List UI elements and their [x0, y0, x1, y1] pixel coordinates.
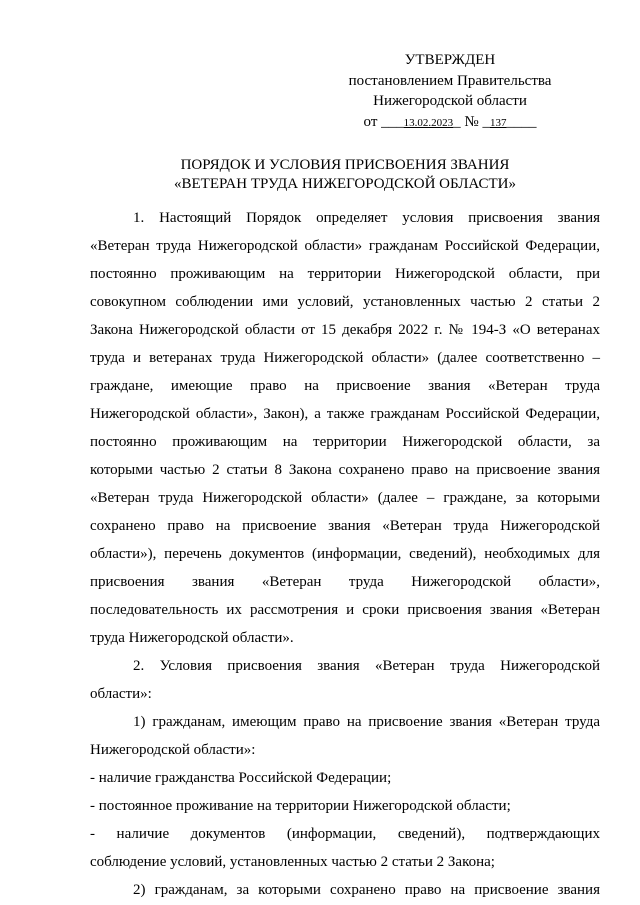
approval-stamp: [330, 50, 570, 133]
date-suffix: _: [453, 113, 461, 130]
text-line: совокупном соблюдении ими условий, установленных частью 2 статьи 2: [90, 294, 600, 310]
document-title: [90, 156, 600, 194]
text-line: области»:: [90, 686, 152, 702]
title-line-2: «ВЕТЕРАН ТРУДА НИЖЕГОРОДСКОЙ ОБЛАСТИ»: [173, 176, 516, 192]
text-line: 2. Условия присвоения звания «Ветеран труда Нижегородской: [133, 658, 600, 674]
text-line: - наличие документов (информации, сведений), подтверждающих: [90, 826, 600, 842]
text-line: труда Нижегородской области».: [90, 630, 294, 646]
text-line: «Ветеран труда Нижегородской области» гражданам Российской Федерации,: [90, 238, 600, 254]
text-line: Нижегородской области»:: [90, 742, 256, 758]
title-line-1: ПОРЯДОК И УСЛОВИЯ ПРИСВОЕНИЯ ЗВАНИЯ: [180, 157, 510, 173]
date-prefix: ___: [381, 113, 404, 130]
text-line: постоянно проживающим на территории Нижегородской области, при: [90, 266, 600, 282]
approval-date: 13.02.2023: [403, 116, 454, 129]
text-line: «Ветеран труда Нижегородской области» (далее – граждане, за которыми: [90, 490, 600, 506]
text-line: 2) гражданам, за которыми сохранено право на присвоение звания: [133, 882, 600, 898]
text-line: 1) гражданам, имеющим право на присвоение звания «Ветеран труда: [133, 714, 600, 730]
text-line: - постоянное проживание на территории Нижегородской области;: [90, 798, 511, 814]
number-suffix: ____: [506, 113, 537, 130]
approval-title: УТВЕРЖДЕН: [404, 52, 496, 68]
text-line: - наличие гражданства Российской Федерации;: [90, 770, 392, 786]
text-line: граждане, имеющие право на присвоение звания «Ветеран труда: [90, 378, 600, 394]
text-line: которыми частью 2 статьи 8 Закона сохранено право на присвоение звания: [90, 462, 600, 478]
approval-issuer-line: постановлением Правительства: [348, 72, 552, 89]
text-line: области»), перечень документов (информации, сведений), необходимых для: [90, 546, 600, 562]
text-line: соблюдение условий, установленных частью 2 статьи 2 Закона;: [90, 854, 495, 870]
text-line: Нижегородской области», Закон), а также гражданам Российской Федерации,: [90, 406, 600, 422]
text-line: Закона Нижегородской области от 15 декабря 2022 г. № 194-З «О ветеранах: [90, 322, 600, 338]
text-line: труда и ветеранах труда Нижегородской области» (далее соответственно –: [90, 350, 600, 366]
text-line: присвоения звания «Ветеран труда Нижегородской области»,: [90, 574, 600, 590]
approval-date-number-line: [330, 112, 570, 134]
from-label: от: [363, 113, 378, 130]
text-line: сохранено право на присвоение звания «Ветеран труда Нижегородской: [90, 518, 600, 534]
number-label: №: [464, 113, 479, 130]
approval-number: 137: [489, 116, 507, 129]
text-line: постоянно проживающим на территории Нижегородской области, за: [90, 434, 600, 450]
number-prefix: _: [482, 113, 490, 130]
text-line: 1. Настоящий Порядок определяет условия присвоения звания: [133, 210, 600, 226]
approval-region-line: Нижегородской области: [373, 93, 527, 109]
text-line: последовательность их рассмотрения и сроки присвоения звания «Ветеран: [90, 602, 600, 618]
